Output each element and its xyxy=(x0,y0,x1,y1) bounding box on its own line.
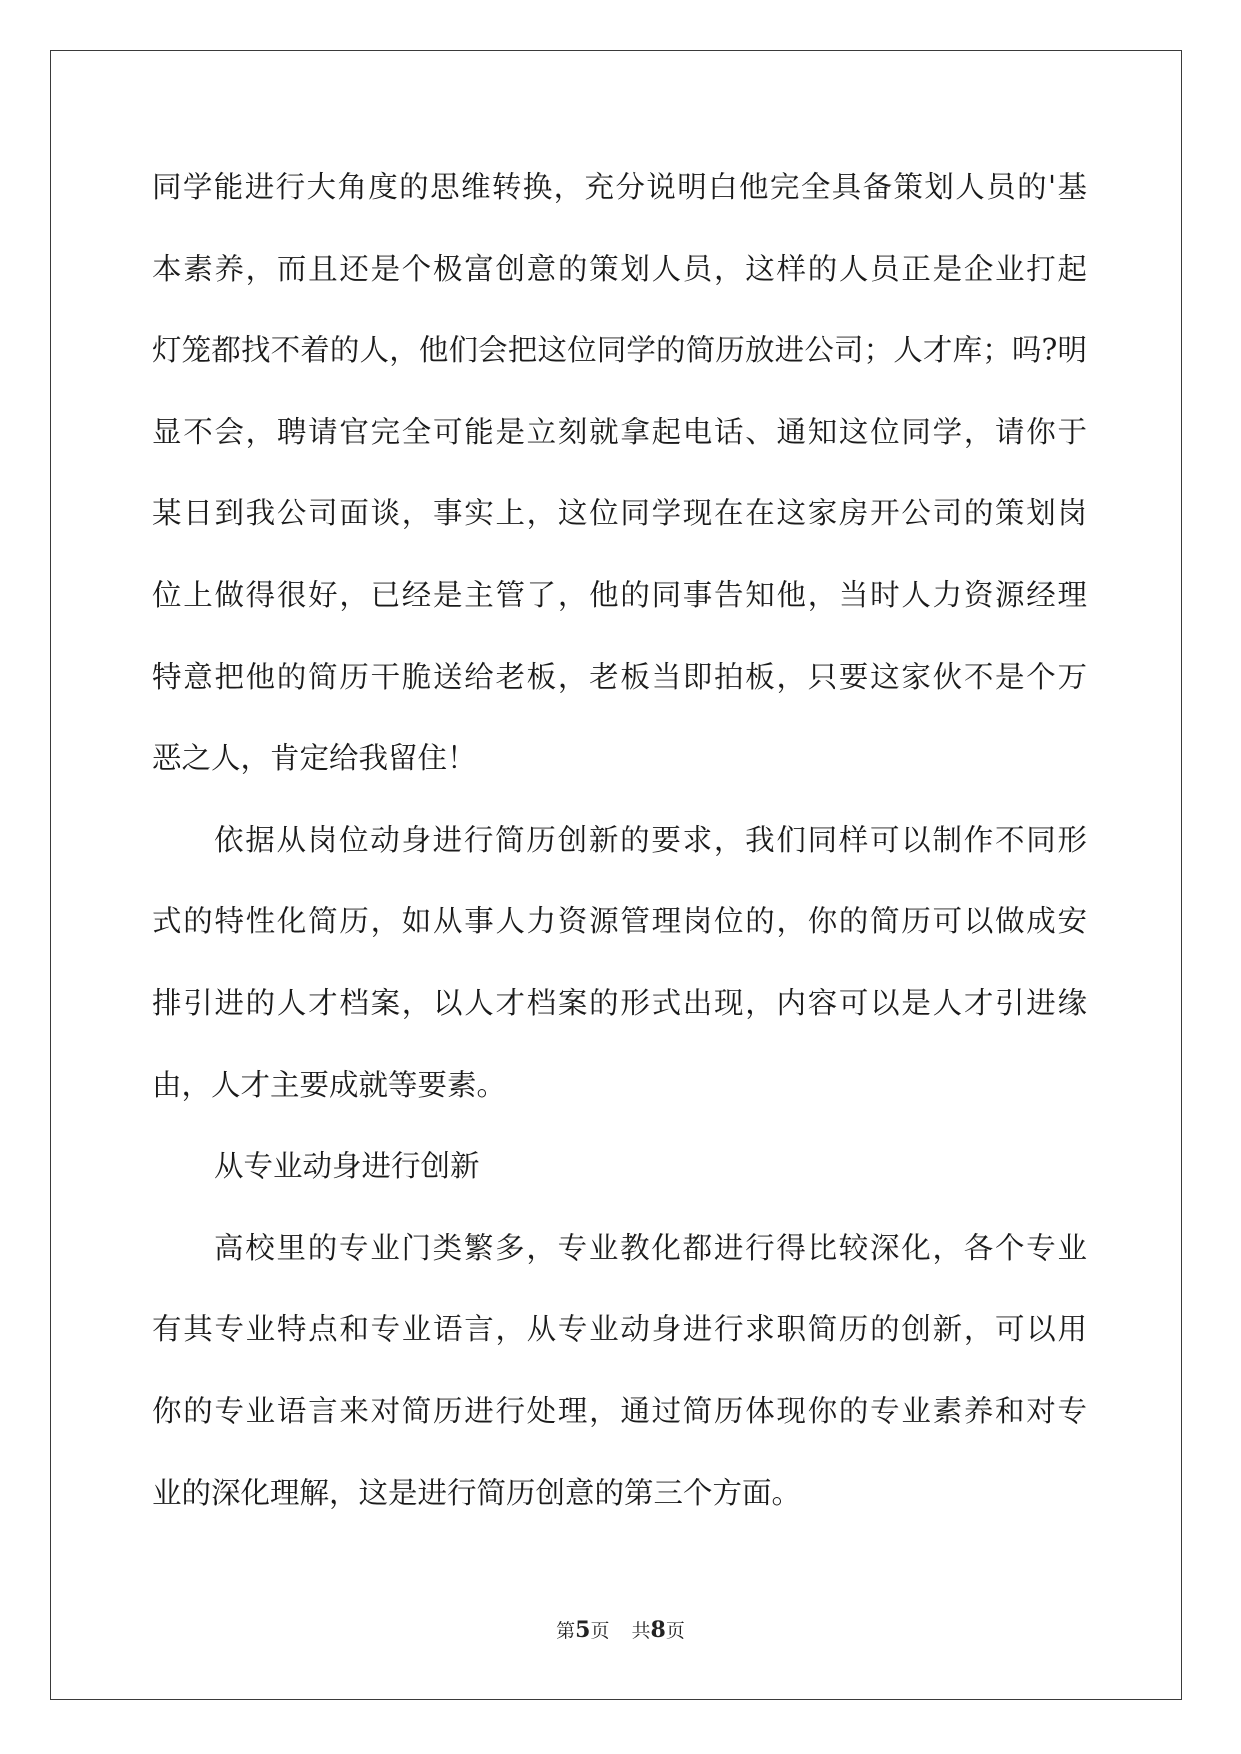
page-suffix: 页 xyxy=(590,1620,610,1642)
text-line: 依据从岗位动身进行简历创新的要求，我们同样可以制作不同形 xyxy=(214,822,1087,857)
text-line: 排引进的人才档案，以人才档案的形式出现，内容可以是人才引进缘 xyxy=(152,985,1087,1020)
text-line: 由，人才主要成就等要素。 xyxy=(152,1067,507,1102)
paragraph xyxy=(152,160,1087,813)
text-line: 特意把他的简历干脆送给老板，老板当即拍板，只要这家伙不是个万 xyxy=(152,659,1087,694)
paragraph xyxy=(152,1221,1087,1547)
text-line: 从专业动身进行创新 xyxy=(214,1149,480,1184)
page-footer xyxy=(0,1616,1241,1643)
text-line: 恶之人，肯定给我留住！ xyxy=(152,741,477,776)
text-line: 显不会，聘请官完全可能是立刻就拿起电话、通知这位同学，请你于 xyxy=(152,414,1087,449)
text-line: 灯笼都找不着的人，他们会把这位同学的简历放进公司；人才库；吗?明 xyxy=(152,333,1087,368)
paragraph xyxy=(152,813,1087,1139)
total-suffix: 页 xyxy=(665,1620,685,1642)
text-line: 本素养，而且还是个极富创意的策划人员，这样的人员正是企业打起 xyxy=(152,251,1087,286)
text-line: 高校里的专业门类繁多，专业教化都进行得比较深化，各个专业 xyxy=(214,1230,1087,1265)
text-line: 位上做得很好，已经是主管了，他的同事告知他，当时人力资源经理 xyxy=(152,577,1087,612)
text-line: 某日到我公司面谈，事实上，这位同学现在在这家房开公司的策划岗 xyxy=(152,496,1087,531)
text-line: 同学能进行大角度的思维转换，充分说明白他完全具备策划人员的'基 xyxy=(152,170,1087,204)
text-line: 有其专业特点和专业语言，从专业动身进行求职简历的创新，可以用 xyxy=(152,1312,1087,1347)
total-pages-number: 8 xyxy=(650,1617,666,1643)
text-line: 式的特性化简历，如从事人力资源管理岗位的，你的简历可以做成安 xyxy=(152,904,1087,939)
total-prefix: 共 xyxy=(631,1620,651,1642)
document-body xyxy=(152,160,1087,1547)
text-line: 你的专业语言来对简历进行处理，通过简历体现你的专业素养和对专 xyxy=(152,1393,1087,1428)
current-page-number: 5 xyxy=(575,1617,591,1643)
section-heading xyxy=(152,1139,1087,1221)
page-prefix: 第 xyxy=(556,1620,576,1642)
text-line: 业的深化理解，这是进行简历创意的第三个方面。 xyxy=(152,1475,802,1510)
